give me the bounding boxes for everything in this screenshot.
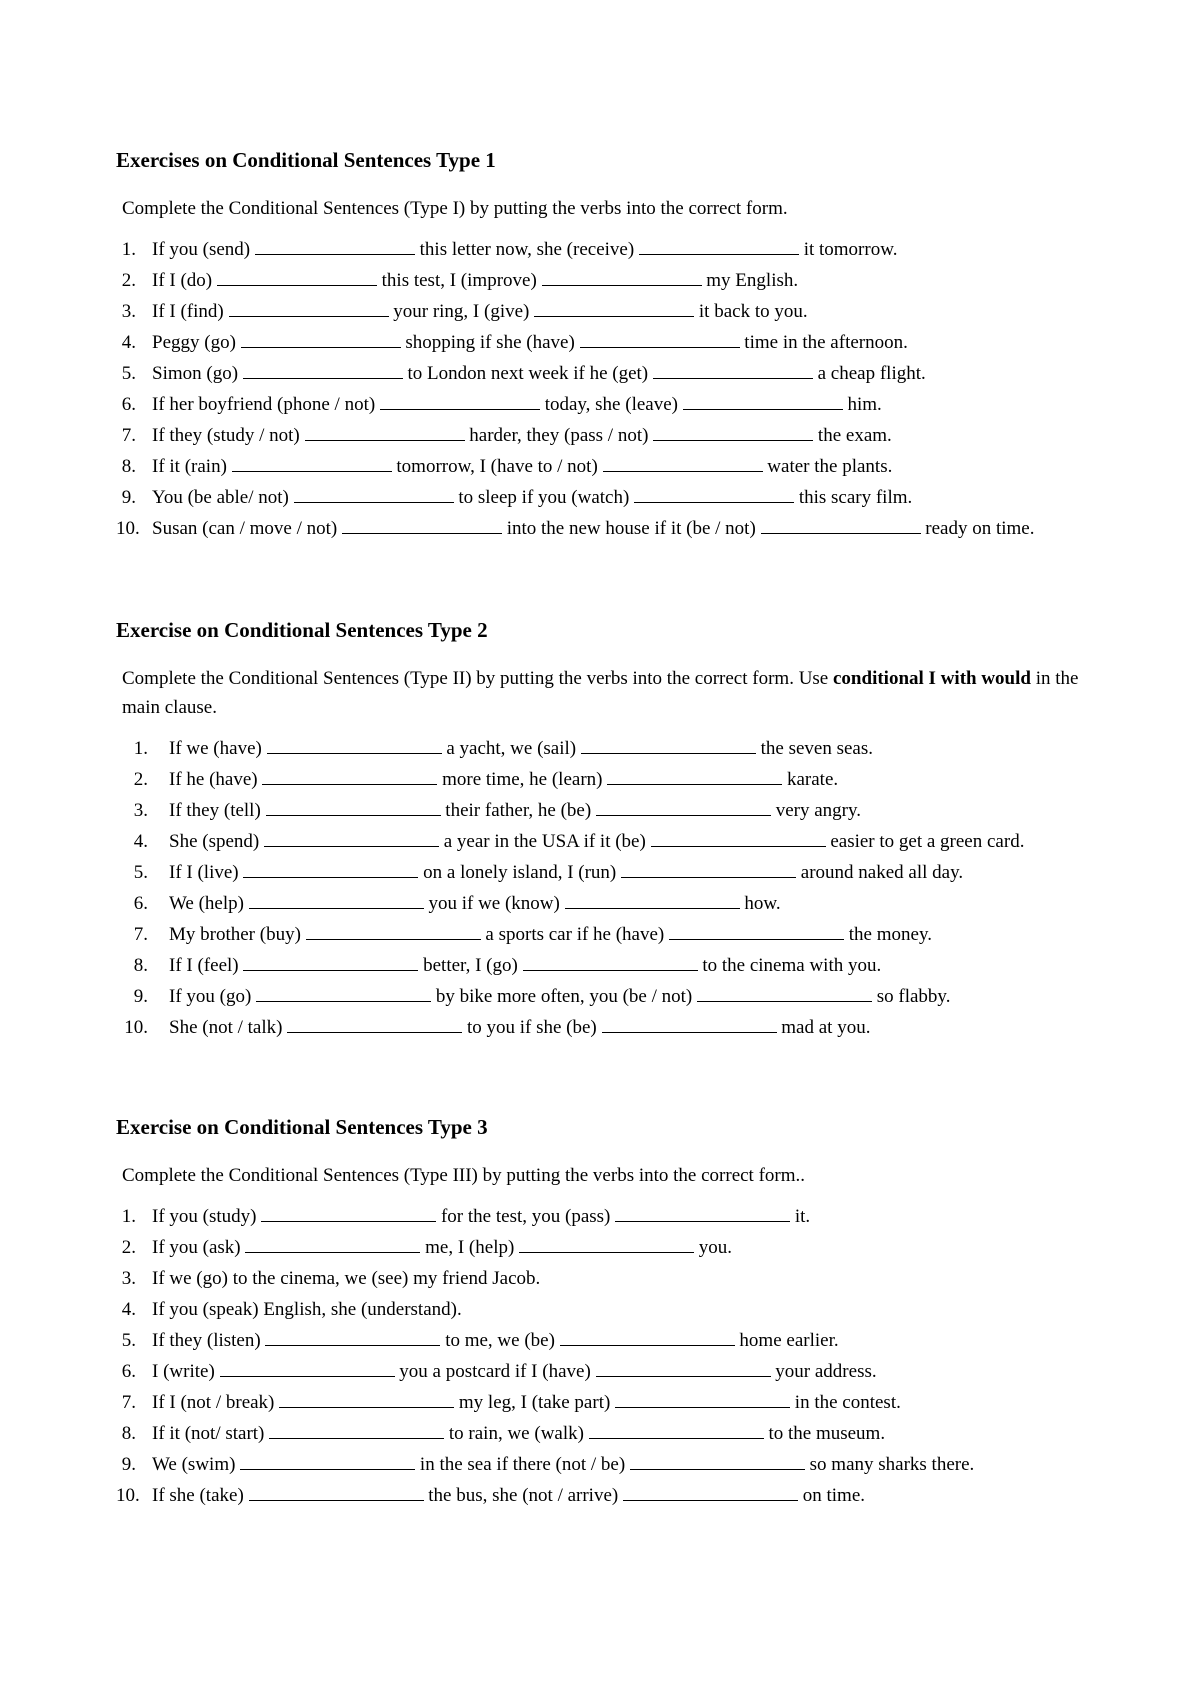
answer-blank[interactable] [256, 984, 431, 1002]
answer-blank[interactable] [243, 953, 418, 971]
item-number: 2. [121, 270, 136, 291]
item-text [169, 828, 1106, 855]
section-instruction: Complete the Conditional Sentences (Type I) by putting the verbs into the correct form. [122, 198, 788, 219]
item-number: 2. [133, 769, 148, 790]
item-fragment: We (help) [169, 893, 244, 914]
item-number: 1. [121, 239, 136, 260]
exercise-item [116, 1265, 1106, 1292]
exercise-item [116, 1203, 1106, 1230]
item-fragment: If it (not/ start) [152, 1423, 265, 1444]
answer-blank[interactable] [279, 1390, 454, 1408]
item-fragment: this test, I (improve) [381, 270, 537, 291]
exercise-item [116, 329, 1106, 356]
exercise-item [116, 1296, 1106, 1323]
answer-blank[interactable] [523, 953, 698, 971]
answer-blank[interactable] [602, 1015, 777, 1033]
item-fragment: If he (have) [169, 769, 258, 790]
item-fragment: We (swim) [152, 1454, 236, 1475]
item-text [152, 391, 1106, 418]
item-fragment: If they (listen) [152, 1330, 261, 1351]
answer-blank[interactable] [243, 361, 403, 379]
answer-blank[interactable] [653, 423, 813, 441]
item-fragment: to you if she (be) [466, 1017, 597, 1038]
answer-blank[interactable] [596, 798, 771, 816]
exercise-list [116, 236, 1106, 542]
item-fragment: I (write) [152, 1361, 215, 1382]
item-number: 4. [121, 332, 136, 353]
item-text [152, 1451, 1106, 1478]
exercise-item [116, 921, 1106, 948]
item-fragment: on a lonely island, I (run) [423, 862, 617, 883]
item-fragment: the exam. [817, 425, 892, 446]
section-heading: Exercise on Conditional Sentences Type 3 [116, 1115, 488, 1139]
item-number: 4. [121, 1299, 136, 1320]
exercise-item [116, 484, 1106, 511]
item-number: 10. [124, 1017, 148, 1038]
item-fragment: home earlier. [739, 1330, 839, 1351]
item-number: 6. [121, 394, 136, 415]
answer-blank[interactable] [621, 860, 796, 878]
item-fragment: If I (live) [169, 862, 239, 883]
item-fragment: Simon (go) [152, 363, 239, 384]
exercise-item [116, 298, 1106, 325]
answer-blank[interactable] [697, 984, 872, 1002]
section-type-1 [116, 146, 1106, 546]
item-number: 4. [133, 831, 148, 852]
answer-blank[interactable] [243, 860, 418, 878]
item-fragment: If you (go) [169, 986, 252, 1007]
item-number: 9. [133, 986, 148, 1007]
answer-blank[interactable] [603, 454, 763, 472]
exercise-item [116, 422, 1106, 449]
item-fragment: how. [744, 893, 781, 914]
item-fragment: If I (feel) [169, 955, 239, 976]
item-number: 5. [121, 363, 136, 384]
item-fragment: in the sea if there (not / be) [419, 1454, 626, 1475]
answer-blank[interactable] [560, 1328, 735, 1346]
exercise-item [116, 1358, 1106, 1385]
item-fragment: today, she (leave) [544, 394, 678, 415]
item-number: 1. [133, 738, 148, 759]
answer-blank[interactable] [240, 1452, 415, 1470]
item-text [152, 453, 1106, 480]
item-fragment: this letter now, she (receive) [419, 239, 635, 260]
answer-blank[interactable] [287, 1015, 462, 1033]
answer-blank[interactable] [615, 1390, 790, 1408]
item-fragment: If you (send) [152, 239, 251, 260]
item-fragment: to the cinema with you. [702, 955, 882, 976]
item-text [152, 1389, 1106, 1416]
answer-blank[interactable] [249, 891, 424, 909]
answer-blank[interactable] [683, 392, 843, 410]
answer-blank[interactable] [542, 268, 702, 286]
item-number: 3. [121, 1268, 136, 1289]
answer-blank[interactable] [651, 829, 826, 847]
item-fragment: the seven seas. [760, 738, 874, 759]
answer-blank[interactable] [534, 299, 694, 317]
answer-blank[interactable] [249, 1483, 424, 1501]
item-text [169, 859, 1106, 886]
item-text [169, 797, 1106, 824]
answer-blank[interactable] [623, 1483, 798, 1501]
answer-blank[interactable] [653, 361, 813, 379]
answer-blank[interactable] [639, 237, 799, 255]
item-fragment: very angry. [775, 800, 861, 821]
item-text [169, 952, 1106, 979]
item-text [152, 1358, 1106, 1385]
item-fragment: to the museum. [768, 1423, 886, 1444]
item-fragment: you. [698, 1237, 733, 1258]
answer-blank[interactable] [229, 299, 389, 317]
item-fragment: more time, he (learn) [442, 769, 603, 790]
item-fragment: You (be able/ not) [152, 487, 289, 508]
exercise-item [116, 766, 1106, 793]
item-fragment: If I (not / break) [152, 1392, 275, 1413]
item-number: 7. [121, 425, 136, 446]
item-number: 6. [133, 893, 148, 914]
item-fragment: this scary film. [798, 487, 913, 508]
item-fragment: him. [847, 394, 882, 415]
answer-blank[interactable] [761, 516, 921, 534]
exercise-item [116, 952, 1106, 979]
exercise-item [116, 391, 1106, 418]
answer-blank[interactable] [305, 423, 465, 441]
item-fragment: harder, they (pass / not) [469, 425, 649, 446]
exercise-item [116, 1420, 1106, 1447]
item-fragment: the bus, she (not / arrive) [428, 1485, 619, 1506]
exercise-item [116, 828, 1106, 855]
item-fragment: the money. [848, 924, 932, 945]
exercise-item [116, 983, 1106, 1010]
answer-blank[interactable] [264, 829, 439, 847]
item-fragment: it tomorrow. [803, 239, 898, 260]
section-type-2 [116, 616, 1106, 1045]
answer-blank[interactable] [266, 798, 441, 816]
item-fragment: If I (find) [152, 301, 224, 322]
answer-blank[interactable] [306, 922, 481, 940]
item-fragment: karate. [786, 769, 839, 790]
item-fragment: by bike more often, you (be / not) [435, 986, 693, 1007]
item-fragment: a year in the USA if it (be) [443, 831, 646, 852]
item-text [152, 360, 1106, 387]
item-text [152, 484, 1106, 511]
item-text [169, 1014, 1106, 1041]
answer-blank[interactable] [265, 1328, 440, 1346]
item-fragment: My brother (buy) [169, 924, 301, 945]
section-heading: Exercises on Conditional Sentences Type 1 [116, 148, 496, 172]
answer-blank[interactable] [581, 736, 756, 754]
answer-blank[interactable] [255, 237, 415, 255]
exercise-item [116, 360, 1106, 387]
instruction-text: Complete the Conditional Sentences (Type II) by putting the verbs into the correct form. Use [122, 668, 833, 689]
item-fragment: my English. [706, 270, 799, 291]
section-instruction: Complete the Conditional Sentences (Type III) by putting the verbs into the correct form.. [122, 1165, 806, 1186]
answer-blank[interactable] [630, 1452, 805, 1470]
item-fragment: for the test, you (pass) [440, 1206, 611, 1227]
item-fragment: If you (ask) [152, 1237, 241, 1258]
item-text [152, 1327, 1106, 1354]
item-text [152, 1420, 1106, 1447]
exercise-item [116, 890, 1106, 917]
item-number: 8. [121, 1423, 136, 1444]
answer-blank[interactable] [669, 922, 844, 940]
exercise-item [116, 236, 1106, 263]
item-fragment: into the new house if it (be / not) [506, 518, 756, 539]
item-text [152, 329, 1106, 356]
item-text [169, 921, 1106, 948]
section-instruction [116, 664, 1106, 722]
item-fragment: better, I (go) [423, 955, 518, 976]
answer-blank[interactable] [380, 392, 540, 410]
instruction-emphasis: conditional I with would [833, 668, 1031, 689]
item-fragment: me, I (help) [425, 1237, 515, 1258]
item-text [169, 735, 1106, 762]
item-text [152, 1265, 1106, 1292]
answer-blank[interactable] [607, 767, 782, 785]
item-fragment: If they (tell) [169, 800, 261, 821]
item-text [152, 1203, 1106, 1230]
answer-blank[interactable] [245, 1235, 420, 1253]
answer-blank[interactable] [267, 736, 442, 754]
item-fragment: If we (go) to the cinema, we (see) my friend Jacob. [152, 1268, 541, 1289]
item-number: 8. [133, 955, 148, 976]
exercise-item [116, 453, 1106, 480]
item-fragment: time in the afternoon. [744, 332, 908, 353]
item-text [152, 267, 1106, 294]
item-fragment: If you (speak) English, she (understand). [152, 1299, 462, 1320]
item-fragment: If I (do) [152, 270, 213, 291]
item-fragment: it back to you. [698, 301, 808, 322]
item-fragment: a yacht, we (sail) [446, 738, 577, 759]
item-fragment: my leg, I (take part) [458, 1392, 611, 1413]
exercise-item [116, 735, 1106, 762]
item-text [169, 983, 1106, 1010]
item-fragment: shopping if she (have) [405, 332, 575, 353]
answer-blank[interactable] [232, 454, 392, 472]
item-fragment: so flabby. [876, 986, 951, 1007]
answer-blank[interactable] [565, 891, 740, 909]
answer-blank[interactable] [615, 1204, 790, 1222]
item-number: 9. [121, 1454, 136, 1475]
item-number: 5. [133, 862, 148, 883]
exercise-item [116, 1234, 1106, 1261]
answer-blank[interactable] [519, 1235, 694, 1253]
item-fragment: If it (rain) [152, 456, 227, 477]
item-text [152, 1482, 1106, 1509]
item-fragment: a sports car if he (have) [485, 924, 665, 945]
exercise-item [116, 797, 1106, 824]
item-text [169, 766, 1106, 793]
answer-blank[interactable] [220, 1359, 395, 1377]
item-fragment: ready on time. [925, 518, 1035, 539]
item-fragment: on time. [802, 1485, 866, 1506]
exercise-item [116, 515, 1106, 542]
answer-blank[interactable] [262, 767, 437, 785]
exercise-item [116, 267, 1106, 294]
item-text [152, 422, 1106, 449]
item-text [152, 1296, 1106, 1323]
exercise-item [116, 1482, 1106, 1509]
answer-blank[interactable] [261, 1204, 436, 1222]
answer-blank[interactable] [241, 330, 401, 348]
exercise-item [116, 1014, 1106, 1041]
exercise-list [116, 735, 1106, 1041]
item-number: 6. [121, 1361, 136, 1382]
item-fragment: If her boyfriend (phone / not) [152, 394, 376, 415]
item-fragment: If we (have) [169, 738, 262, 759]
item-fragment: to rain, we (walk) [448, 1423, 584, 1444]
answer-blank[interactable] [596, 1359, 771, 1377]
item-fragment: easier to get a green card. [830, 831, 1025, 852]
exercise-item [116, 1451, 1106, 1478]
item-fragment: tomorrow, I (have to / not) [396, 456, 598, 477]
item-number: 5. [121, 1330, 136, 1351]
item-fragment: mad at you. [781, 1017, 871, 1038]
item-fragment: to me, we (be) [445, 1330, 555, 1351]
answer-blank[interactable] [634, 485, 794, 503]
item-fragment: She (not / talk) [169, 1017, 283, 1038]
item-fragment: their father, he (be) [445, 800, 592, 821]
item-fragment: a cheap flight. [817, 363, 926, 384]
item-number: 3. [121, 301, 136, 322]
section-heading: Exercise on Conditional Sentences Type 2 [116, 618, 488, 642]
item-text [169, 890, 1106, 917]
item-fragment: you if we (know) [428, 893, 560, 914]
item-number: 3. [133, 800, 148, 821]
item-number: 2. [121, 1237, 136, 1258]
item-fragment: Susan (can / move / not) [152, 518, 338, 539]
answer-blank[interactable] [580, 330, 740, 348]
answer-blank[interactable] [342, 516, 502, 534]
instruction-text-end: in the main clause. [122, 668, 1079, 718]
item-fragment: If they (study / not) [152, 425, 300, 446]
item-text [152, 1234, 1106, 1261]
item-number: 8. [121, 456, 136, 477]
item-fragment: so many sharks there. [809, 1454, 975, 1475]
item-fragment: to sleep if you (watch) [458, 487, 630, 508]
item-fragment: water the plants. [767, 456, 893, 477]
item-text [152, 236, 1106, 263]
answer-blank[interactable] [269, 1421, 444, 1439]
item-fragment: She (spend) [169, 831, 260, 852]
item-fragment: Peggy (go) [152, 332, 236, 353]
item-text [152, 298, 1106, 325]
item-fragment: it. [794, 1206, 811, 1227]
item-number: 9. [121, 487, 136, 508]
item-fragment: around naked all day. [800, 862, 964, 883]
exercise-item [116, 1389, 1106, 1416]
item-fragment: your address. [775, 1361, 877, 1382]
item-fragment: If she (take) [152, 1485, 244, 1506]
item-fragment: to London next week if he (get) [407, 363, 649, 384]
section-type-3 [116, 1113, 1106, 1513]
answer-blank[interactable] [294, 485, 454, 503]
item-number: 10. [116, 518, 140, 539]
exercise-item [116, 1327, 1106, 1354]
item-text [152, 515, 1106, 542]
answer-blank[interactable] [217, 268, 377, 286]
item-number: 7. [121, 1392, 136, 1413]
item-fragment: you a postcard if I (have) [399, 1361, 591, 1382]
item-number: 7. [133, 924, 148, 945]
item-fragment: your ring, I (give) [393, 301, 530, 322]
item-fragment: If you (study) [152, 1206, 257, 1227]
answer-blank[interactable] [589, 1421, 764, 1439]
exercise-item [116, 859, 1106, 886]
item-number: 1. [121, 1206, 136, 1227]
exercise-list [116, 1203, 1106, 1509]
item-number: 10. [116, 1485, 140, 1506]
item-fragment: in the contest. [794, 1392, 901, 1413]
